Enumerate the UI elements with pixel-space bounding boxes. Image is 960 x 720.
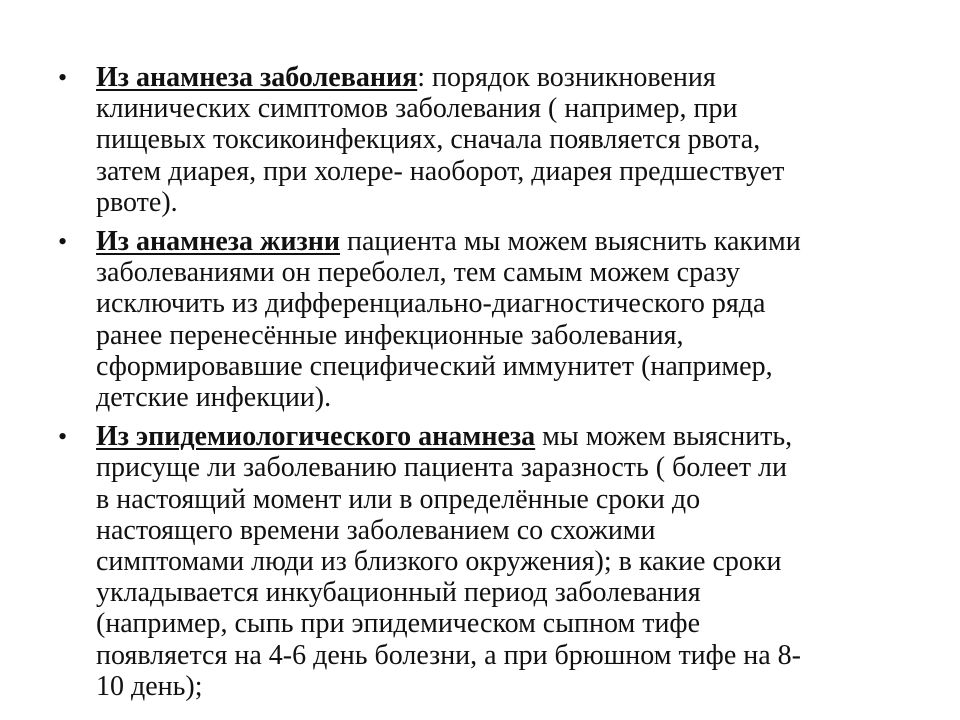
bullet-line: пищевых токсикоинфекциях, сначала появляется рвота, (96, 124, 761, 156)
bullet-line: клинических симптомов заболевания ( например, при (96, 93, 738, 125)
bullet-line: рвоте). (96, 186, 178, 218)
bullet-line: сформировавшие специфический иммунитет (например, (96, 350, 773, 382)
bullet-text: мы можем выяснить, (535, 421, 793, 453)
bullet-line: заболеваниями он переболел, тем самым можем сразу (96, 257, 740, 289)
bullet-list (58, 62, 918, 710)
bullet-item-disease-history (58, 62, 918, 218)
bullet-line-1 (96, 226, 918, 257)
bullet-item-life-history (58, 226, 918, 413)
bullet-line: в настоящий момент или в определённые сроки до (96, 483, 701, 515)
bullet-line: 10 день); (96, 670, 203, 702)
bullet-dot-icon: • (58, 63, 68, 92)
bullet-line: ранее перенесённые инфекционные заболевания, (96, 319, 684, 351)
bullet-line: укладывается инкубационный период заболевания (96, 577, 701, 609)
bullet-text: : порядок возникновения (417, 62, 716, 93)
heading-term: Из анамнеза жизни (96, 226, 341, 258)
heading-term: Из эпидемиологического анамнеза (96, 421, 536, 453)
bullet-text: пациента мы можем выяснить какими (340, 226, 801, 258)
bullet-line: присуще ли заболеванию пациента заразность ( болеет ли (96, 452, 788, 484)
heading-term: Из анамнеза заболевания (96, 62, 418, 93)
bullet-dot-icon: • (58, 227, 68, 257)
bullet-line-1 (96, 62, 918, 93)
bullet-dot-icon: • (58, 422, 68, 452)
bullet-line-1 (96, 421, 918, 452)
bullet-line: (например, сыпь при эпидемическом сыпном тифе (96, 608, 700, 640)
bullet-line: исключить из дифференциально-диагностического ряда (96, 288, 766, 320)
bullet-line: затем диарея, при холере- наоборот, диарея предшествует (96, 155, 785, 187)
bullet-line: настоящего времени заболеванием со схожими (96, 514, 656, 546)
bullet-line: детские инфекции). (96, 382, 332, 414)
bullet-item-epidemiological-history (58, 421, 918, 702)
bullet-line: появляется на 4-6 день болезни, а при брюшном тифе на 8- (96, 639, 801, 671)
bullet-line: симптомами люди из близкого окружения); в какие сроки (96, 546, 782, 578)
